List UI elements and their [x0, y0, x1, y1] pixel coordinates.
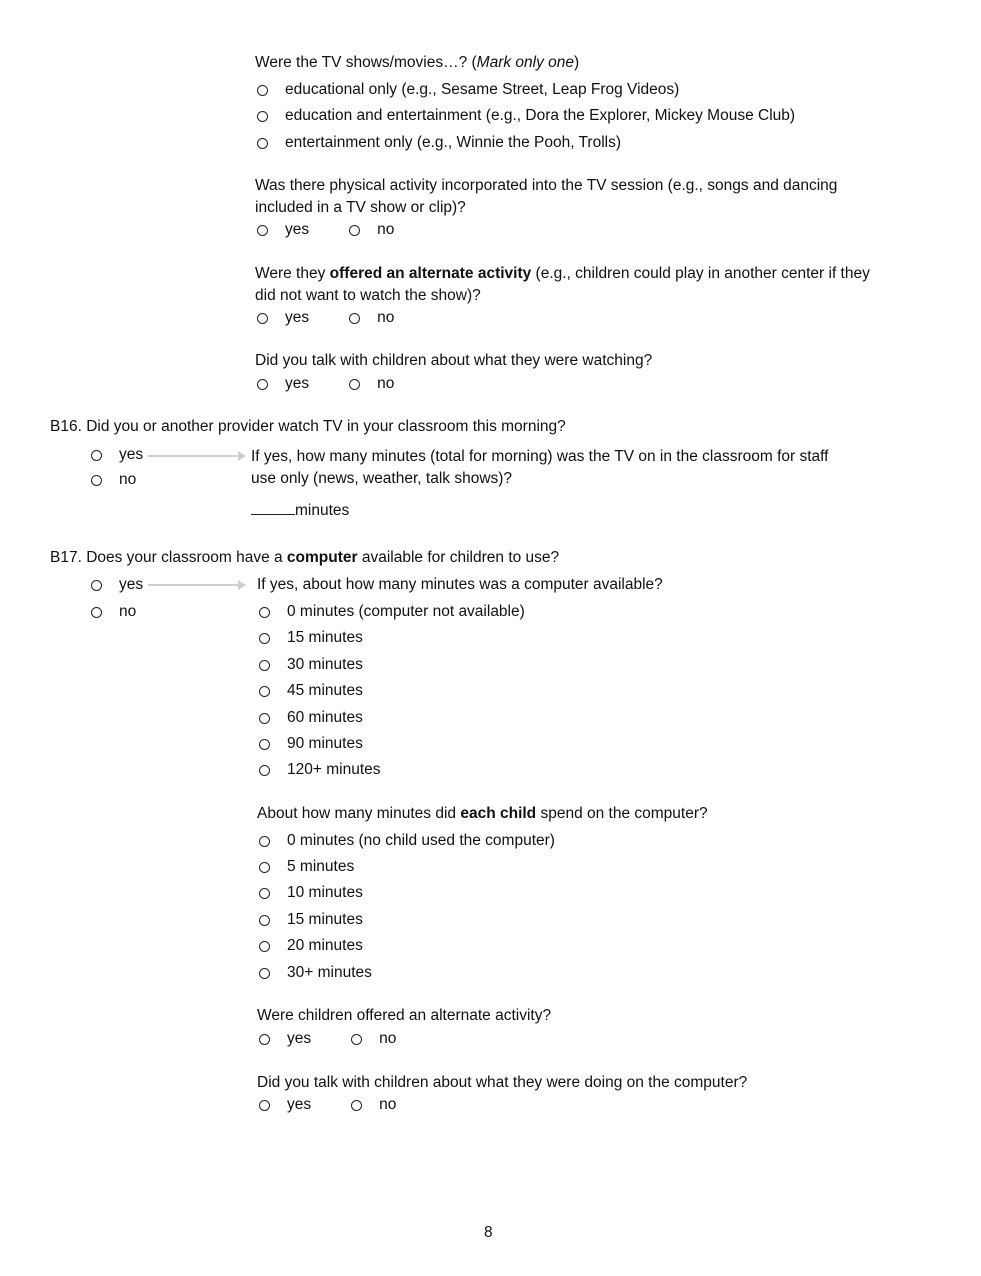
b16-no-option[interactable]: no	[91, 469, 136, 491]
tv-type-option-entertainment[interactable]: entertainment only (e.g., Winnie the Pooh, Trolls)	[257, 132, 621, 154]
computer-alternate-answers: yes no	[259, 1028, 396, 1050]
yes-radio[interactable]	[259, 1100, 270, 1111]
available-option[interactable]: 120+ minutes	[259, 759, 381, 781]
each-child-option[interactable]: 5 minutes	[259, 856, 354, 878]
arrow-right-icon	[148, 455, 240, 457]
available-option[interactable]: 0 minutes (computer not available)	[259, 601, 525, 623]
available-option[interactable]: 60 minutes	[259, 707, 363, 729]
each-child-option[interactable]: 10 minutes	[259, 882, 363, 904]
yes-radio[interactable]	[257, 379, 268, 390]
tv-physical-question: Was there physical activity incorporated into the TV session (e.g., songs and dancing included in a TV show or clip)?	[255, 177, 838, 216]
radio-icon[interactable]	[91, 450, 102, 461]
each-child-option[interactable]: 15 minutes	[259, 909, 363, 931]
radio-icon[interactable]	[259, 713, 270, 724]
yes-radio[interactable]	[259, 1034, 270, 1045]
radio-icon[interactable]	[259, 941, 270, 952]
tv-alternate-answers: yes no	[257, 307, 394, 329]
radio-icon[interactable]	[259, 633, 270, 644]
b17-question: B17. Does your classroom have a computer available for children to use?	[50, 549, 560, 566]
no-radio[interactable]	[349, 313, 360, 324]
b16-question: B16. Did you or another provider watch TV in your classroom this morning?	[50, 418, 566, 435]
available-option[interactable]: 90 minutes	[259, 733, 363, 755]
yes-radio[interactable]	[257, 313, 268, 324]
b16-minutes-field: minutes	[251, 500, 349, 522]
radio-icon[interactable]	[91, 475, 102, 486]
b16-followup-question: If yes, how many minutes (total for morning) was the TV on in the classroom for staff use only (news, weather, talk shows)?	[251, 448, 829, 487]
computer-talk-answers: yes no	[259, 1094, 396, 1116]
radio-icon[interactable]	[91, 607, 102, 618]
each-child-option[interactable]: 20 minutes	[259, 935, 363, 957]
each-child-option[interactable]: 30+ minutes	[259, 962, 372, 984]
tv-talk-question: Did you talk with children about what they were watching?	[255, 352, 653, 369]
radio-icon[interactable]	[91, 580, 102, 591]
yes-radio[interactable]	[257, 225, 268, 236]
radio-icon[interactable]	[259, 888, 270, 899]
page-number: 8	[484, 1224, 493, 1241]
minutes-blank-input[interactable]	[251, 500, 295, 515]
available-option[interactable]: 15 minutes	[259, 627, 363, 649]
each-child-question: About how many minutes did each child spend on the computer?	[257, 805, 708, 822]
b17-no-option[interactable]: no	[91, 601, 136, 623]
radio-icon[interactable]	[259, 968, 270, 979]
no-radio[interactable]	[349, 225, 360, 236]
computer-alternate-question: Were children offered an alternate activity?	[257, 1007, 552, 1024]
computer-talk-question: Did you talk with children about what they were doing on the computer?	[257, 1074, 748, 1091]
radio-icon[interactable]	[259, 686, 270, 697]
radio-icon[interactable]	[259, 765, 270, 776]
no-radio[interactable]	[351, 1100, 362, 1111]
radio-icon[interactable]	[259, 607, 270, 618]
each-child-option[interactable]: 0 minutes (no child used the computer)	[259, 830, 555, 852]
b16-yes-option[interactable]: yes	[91, 444, 143, 466]
radio-icon[interactable]	[257, 138, 268, 149]
tv-type-option-educational[interactable]: educational only (e.g., Sesame Street, Leap Frog Videos)	[257, 79, 679, 101]
radio-icon[interactable]	[259, 836, 270, 847]
tv-alternate-question: Were they offered an alternate activity (e.g., children could play in another center if they did not want to watch the show)?	[255, 265, 870, 304]
b17-followup-question: If yes, about how many minutes was a computer available?	[257, 576, 663, 593]
radio-icon[interactable]	[259, 739, 270, 750]
radio-icon[interactable]	[259, 915, 270, 926]
no-radio[interactable]	[349, 379, 360, 390]
available-option[interactable]: 30 minutes	[259, 654, 363, 676]
b17-yes-option[interactable]: yes	[91, 574, 143, 596]
tv-talk-answers: yes no	[257, 373, 394, 395]
radio-icon[interactable]	[259, 660, 270, 671]
tv-type-option-edu-entertainment[interactable]: education and entertainment (e.g., Dora the Explorer, Mickey Mouse Club)	[257, 105, 795, 127]
radio-icon[interactable]	[259, 862, 270, 873]
radio-icon[interactable]	[257, 111, 268, 122]
arrow-right-icon	[148, 584, 240, 586]
available-option[interactable]: 45 minutes	[259, 680, 363, 702]
no-radio[interactable]	[351, 1034, 362, 1045]
radio-icon[interactable]	[257, 85, 268, 96]
tv-type-question: Were the TV shows/movies…? (Mark only one)	[255, 54, 580, 71]
tv-physical-answers: yes no	[257, 219, 394, 241]
